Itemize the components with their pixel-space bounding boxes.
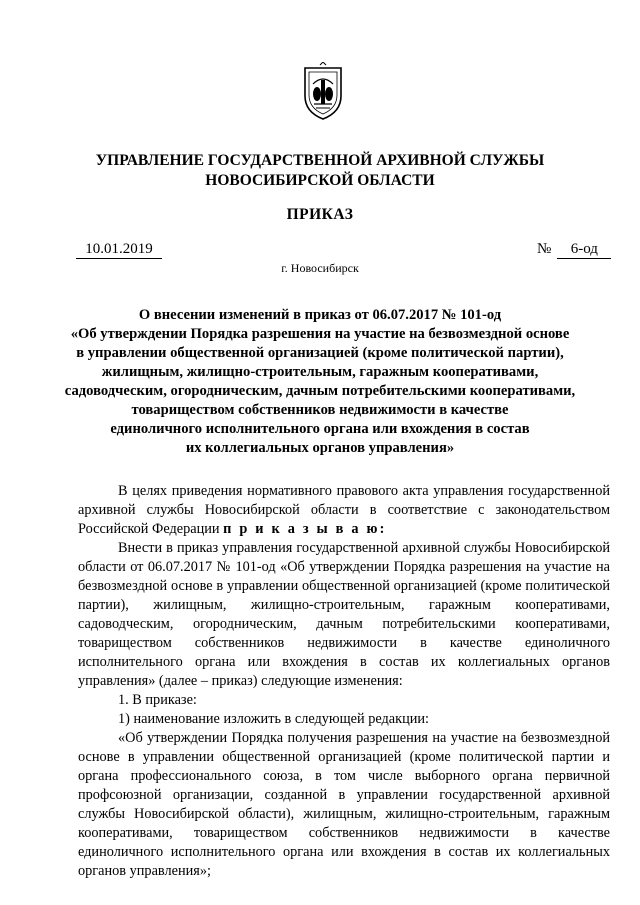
title-line: товариществом собственников недвижимости в качестве bbox=[131, 402, 509, 418]
title-line: жилищным, жилищно-строительным, гаражным кооперативами, bbox=[101, 364, 539, 380]
paragraph-item-1: 1. В приказе: bbox=[118, 692, 197, 708]
title-line: их коллегиальных органов управления» bbox=[185, 440, 455, 456]
paragraph-subitem-1: 1) наименование изложить в следующей редакции: bbox=[118, 711, 429, 727]
org-line-2: НОВОСИБИРСКОЙ ОБЛАСТИ bbox=[205, 172, 435, 189]
document-body bbox=[78, 482, 610, 881]
number-sign: № bbox=[537, 241, 552, 257]
coat-of-arms-icon bbox=[300, 62, 346, 122]
number-value: 6-од bbox=[557, 241, 611, 259]
document-number bbox=[537, 241, 611, 259]
preamble-text: В целях приведения нормативного правового акта управления государственной архивной службы Новосибирской области в соответствие с законодательством Российской Федерации bbox=[78, 483, 610, 537]
paragraph-preamble bbox=[78, 482, 610, 539]
title-line: садоводческим, огородническим, дачным потребительскими кооперативами, bbox=[64, 383, 576, 399]
city: г. Новосибирск bbox=[281, 261, 359, 275]
command-word: п р и к а з ы в а ю: bbox=[223, 521, 387, 537]
organization-name bbox=[0, 151, 640, 191]
paragraph-amend: Внести в приказ управления государственной архивной службы Новосибирской области от 06.07.2017 № 101-од «Об утверждении Порядка разрешения на участие на безвозмездной основе в управлении общественной организацией (кроме политической партии), жилищным, жилищно-строительным, гаражным кооперативами, садоводческим, огородническим, дачным потребительскими кооперативами, товариществом собственников недвижимости в качестве единоличного исполнительного органа или вхождения в состав их коллегиальных органов управления» (далее – приказ) следующие изменения: bbox=[78, 540, 610, 689]
document-date: 10.01.2019 bbox=[76, 241, 162, 259]
title-line: единоличного исполнительного органа или вхождения в состав bbox=[110, 421, 530, 437]
org-line-1: УПРАВЛЕНИЕ ГОСУДАРСТВЕННОЙ АРХИВНОЙ СЛУЖБЫ bbox=[95, 152, 545, 169]
paragraph-new-title: «Об утверждении Порядка получения разрешения на участие на безвозмездной основе в управлении общественной организацией (кроме политической партии и органа профессионального союза, в том числе выборного органа первичной профсоюзной организации, созданной в управлении государственной архивной службы Новосибирской области), жилищным, жилищно-строительным, гаражным кооперативами, товариществом собственников недвижимости в качестве единоличного исполнительного органа или вхождения в состав их коллегиальных органов управления»; bbox=[78, 730, 610, 879]
title-line: в управлении общественной организацией (кроме политической партии), bbox=[76, 345, 564, 361]
title-line: «Об утверждении Порядка разрешения на участие на безвозмездной основе bbox=[70, 326, 570, 342]
title-line: О внесении изменений в приказ от 06.07.2017 № 101-од bbox=[138, 307, 502, 323]
document-title bbox=[60, 306, 580, 458]
document-type: ПРИКАЗ bbox=[286, 206, 354, 223]
